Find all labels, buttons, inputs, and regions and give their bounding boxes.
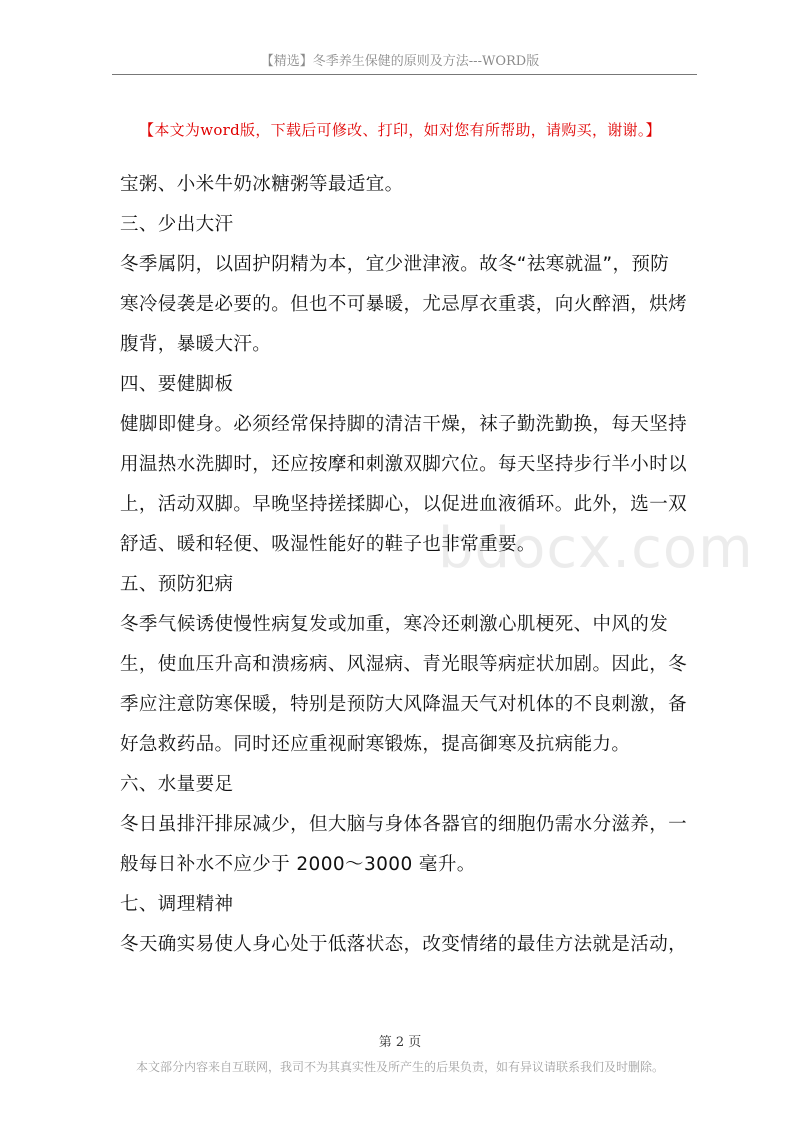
page-footer-disclaimer: 本文部分内容来自互联网，我司不为其真实性及所产生的后果负责，如有异议请联系我们及时删除。 xyxy=(135,1060,664,1074)
body-paragraph: 冬季属阴，以固护阴精为本，宜少泄津液。故冬“祛寒就温”，预防寒冷侵袭是必要的。但也不可暴暖，尤忌厚衣重裘，向火醉酒，烘烤腹背，暴暖大汗。 xyxy=(120,254,688,355)
watermark-text: bdocx.com xyxy=(438,516,754,581)
body-paragraph: 健脚即健身。必须经常保持脚的清洁干燥，袜子勤洗勤换，每天坚持用温热水洗脚时，还应按摩和刺激双脚穴位。每天坚持步行半小时以上，活动双脚。早晚坚持搓揉脚心，以促进血液循环。此外，选一双舒适、暖和轻便、吸湿性能好的鞋子也非常重要。 xyxy=(120,414,688,555)
section-heading: 三、少出大汗 xyxy=(120,214,234,235)
document-body xyxy=(120,165,688,965)
section-heading: 七、调理精神 xyxy=(120,894,234,915)
section-heading: 五、预防犯病 xyxy=(120,574,234,595)
section-heading: 四、要健脚板 xyxy=(120,374,234,395)
body-paragraph: 冬季气候诱使慢性病复发或加重，寒冷还刺激心肌梗死、中风的发生，使血压升高和溃疡病、风湿病、青光眼等病症状加剧。因此，冬季应注意防寒保暖，特别是预防大风降温天气对机体的不良刺激，备好急救药品。同时还应重视耐寒锻炼，提高御寒及抗病能力。 xyxy=(120,614,688,755)
red-notice: 【本文为word版，下载后可修改、打印，如对您有所帮助，请购买，谢谢。】 xyxy=(139,121,661,139)
body-paragraph: 宝粥、小米牛奶冰糖粥等最适宜。 xyxy=(120,174,404,195)
body-paragraph: 冬天确实易使人身心处于低落状态，改变情绪的最佳方法就是活动， xyxy=(120,934,688,955)
header-divider xyxy=(112,74,697,75)
body-paragraph: 冬日虽排汗排尿减少，但大脑与身体各器官的细胞仍需水分滋养，一般每日补水不应少于 2000～3000 毫升。 xyxy=(120,814,688,875)
page-header: 【精选】冬季养生保健的原则及方法---WORD版 xyxy=(260,54,540,69)
section-heading: 六、水量要足 xyxy=(120,774,234,795)
page-number: 第 2 页 xyxy=(378,1035,422,1050)
